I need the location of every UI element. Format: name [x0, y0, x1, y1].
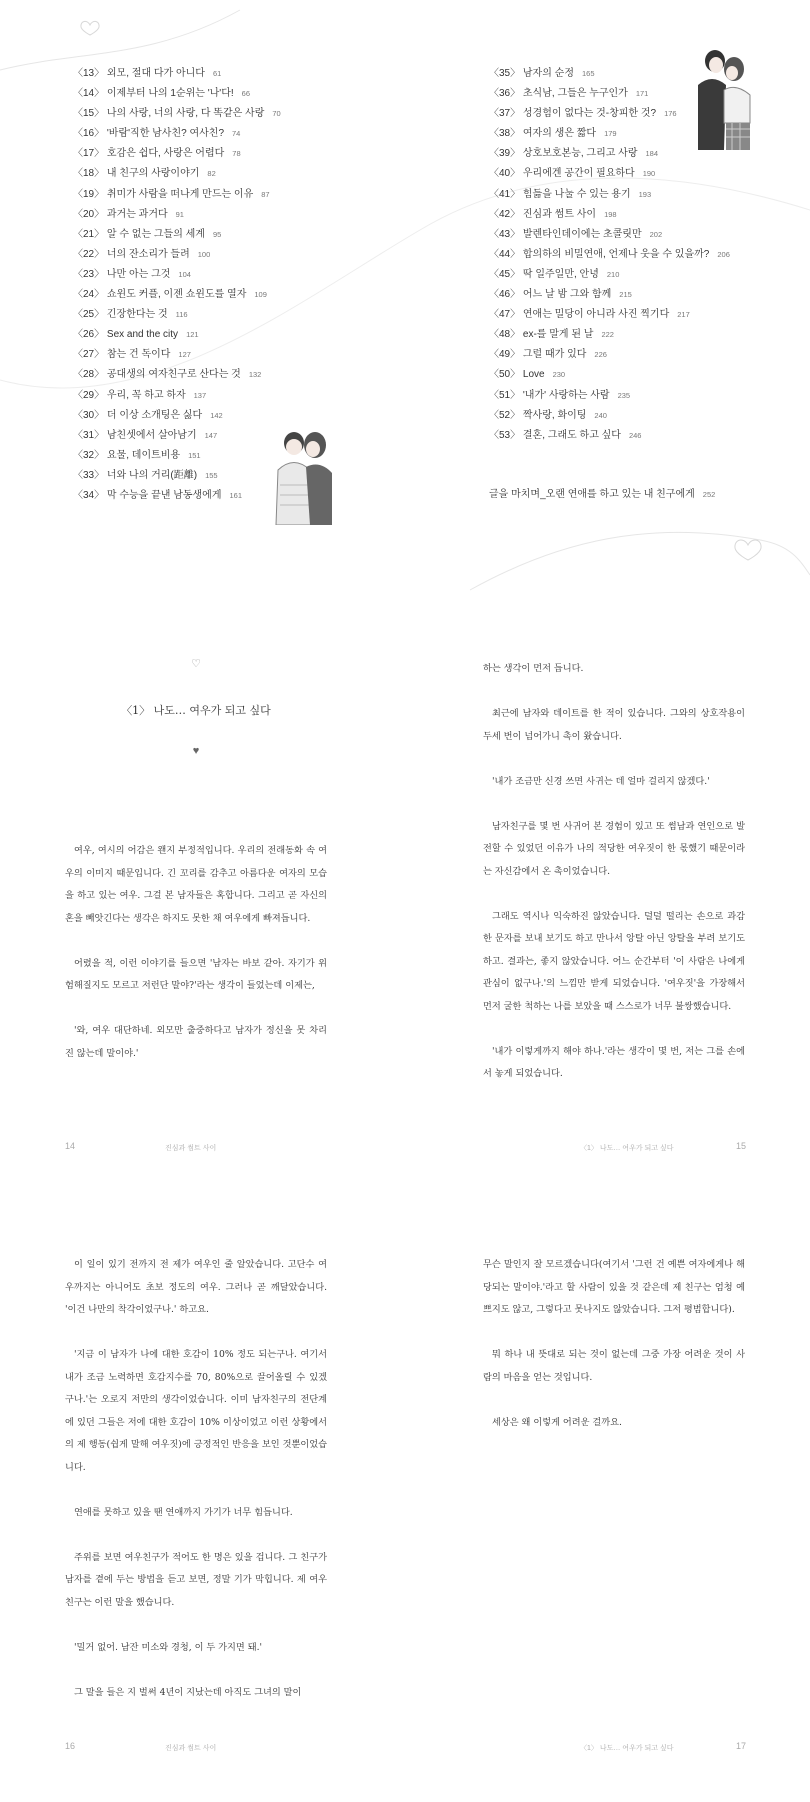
- page-15-body: [483, 658, 745, 1108]
- toc-entry-title: 〈22〉 너의 잔소리가 들려: [73, 248, 190, 260]
- toc-entry-page: 184: [645, 149, 659, 159]
- paragraph: '내가 조금만 신경 쓰면 사귀는 데 얼마 걸리지 않겠다.': [492, 775, 710, 787]
- toc-entry-page: 206: [717, 249, 730, 259]
- toc-entry-title: 〈21〉 알 수 없는 그들의 세계: [73, 228, 205, 240]
- toc-closing-entry[interactable]: [489, 485, 715, 500]
- toc-entry-page: 87: [261, 189, 270, 199]
- toc-entry-page: 61: [212, 69, 222, 78]
- toc-entry[interactable]: [489, 185, 730, 205]
- toc-entry-title: 〈44〉 합의하의 비밀연애, 언제나 웃을 수 있을까?: [489, 248, 710, 260]
- toc-entry-title: 〈14〉 이제부터 나의 1순위는 '나'다!: [73, 88, 234, 100]
- toc-entry-page: 190: [642, 169, 656, 179]
- toc-entry-title: 〈40〉 우리에겐 공간이 필요하다: [489, 168, 635, 180]
- page-14-body: [65, 840, 327, 1088]
- toc-entry-title: 〈35〉 남자의 순정: [489, 68, 574, 79]
- toc-entry-title: 〈43〉 발렌타인데이에는 초콜릿만: [489, 228, 642, 240]
- toc-entry-page: 230: [552, 370, 566, 380]
- running-header-right: 〈1〉 나도… 여우가 되고 싶다: [580, 1745, 674, 1752]
- paragraph: '와, 여우 대단하네. 외모만 출중하다고 남자가 정신을 못 차리진 않는데 말이야.': [65, 1025, 327, 1059]
- toc-entry-page: 246: [628, 430, 642, 440]
- toc-entry-page: 217: [677, 310, 690, 320]
- toc-entry-page: 82: [207, 169, 216, 179]
- toc-entry-page: 226: [594, 350, 607, 360]
- toc-entry-page: 222: [601, 330, 614, 340]
- toc-entry-page: 132: [248, 370, 262, 380]
- toc-entry-page: 66: [241, 89, 250, 99]
- toc-entry[interactable]: [73, 185, 281, 205]
- toc-entry[interactable]: [489, 64, 730, 84]
- paragraph: 그래도 역시나 익숙하진 않았습니다. 덜덜 떨리는 손으로 과감한 문자를 보내 보기도 하고 만나서 앙탈 아닌 앙탈을 부려 보기도 하고. 결과는, 좋지 않았습니다. 어느 순간부터 '이 사람은 나에게 관심이 없구나.'의 느낌만 받게 되었습니다. '여우짓'을 가장해서 먼저 굴한 척하는 나를 보았을 때 스스로가 너무 불쌍했습니다.: [483, 910, 745, 1012]
- toc-closing-page: 252: [702, 490, 716, 499]
- toc-entry-title: 〈38〉 여자의 생은 짧다: [489, 128, 597, 140]
- toc-entry-title: 〈41〉 힘듦을 나눌 수 있는 용기: [489, 188, 631, 200]
- toc-entry-page: 147: [204, 430, 218, 440]
- paragraph: 하는 생각이 먼저 듭니다.: [483, 663, 584, 674]
- toc-entry-page: 240: [594, 410, 607, 420]
- toc-entry[interactable]: [489, 325, 730, 345]
- toc-entry[interactable]: [489, 285, 730, 305]
- toc-entry[interactable]: [73, 205, 281, 225]
- toc-entry-page: 161: [229, 490, 243, 500]
- paragraph: 연애를 못하고 있을 땐 연애까지 가기가 너무 힘듭니다.: [74, 1506, 293, 1518]
- toc-entry[interactable]: [73, 386, 281, 406]
- toc-entry[interactable]: [489, 305, 730, 325]
- toc-entry-title: 〈47〉 연애는 밀당이 아니라 사진 찍기다: [489, 309, 670, 321]
- toc-entry-page: 235: [617, 390, 631, 400]
- toc-entry-title: 〈33〉 너와 나의 거리(距離): [73, 469, 198, 481]
- toc-entry-title: 〈51〉 '내가' 사랑하는 사람: [489, 389, 610, 401]
- toc-entry[interactable]: [73, 64, 281, 84]
- toc-entry[interactable]: [489, 225, 730, 245]
- running-header-left: 진심과 썸트 사이: [165, 1145, 217, 1152]
- paragraph: 무슨 말인지 잘 모르겠습니다(여기서 '그런 건 예쁜 여자에게나 해당되는 말이야.'라고 할 사람이 있을 것 같은데 제 친구는 엄청 예쁘지도 않고, 그렇다고 못나지도 않았습니다. 그저 평범합니다).: [483, 1259, 745, 1315]
- toc-entry[interactable]: [73, 84, 281, 104]
- toc-entry-page: 109: [254, 290, 267, 300]
- paragraph: 주위를 보면 여우친구가 적어도 한 명은 있을 겁니다. 그 친구가 남자를 곁에 두는 방법을 듣고 보면, 정말 기가 막힙니다. 제 여우친구는 이런 말을 했습니다.: [65, 1551, 327, 1608]
- toc-entry-page: 142: [210, 410, 223, 420]
- toc-entry[interactable]: [489, 124, 730, 144]
- toc-entry-title: 〈13〉 외모, 절대 다가 아니다: [73, 68, 205, 79]
- toc-entry[interactable]: [73, 345, 281, 365]
- toc-entry-title: 〈50〉 Love: [489, 369, 545, 381]
- toc-entry[interactable]: [73, 325, 281, 345]
- toc-entry[interactable]: [73, 285, 281, 305]
- page-16-body: [65, 1254, 327, 1727]
- toc-entry[interactable]: [489, 265, 730, 285]
- toc-entry[interactable]: [489, 345, 730, 365]
- toc-entry-page: 127: [178, 350, 191, 360]
- toc-entry-title: 〈31〉 남친셋에서 살아남기: [73, 429, 197, 441]
- toc-entry-page: 95: [212, 229, 222, 239]
- toc-entry-title: 〈34〉 막 수능을 끝낸 남동생에게: [73, 489, 222, 501]
- heart-outline-icon: [735, 540, 761, 560]
- toc-entry[interactable]: [73, 466, 281, 486]
- toc-entry-page: 91: [175, 209, 184, 219]
- toc-entry-title: 〈39〉 상호보호본능, 그리고 사랑: [489, 148, 638, 160]
- toc-entry-title: 〈24〉 쇼윈도 커플, 이젠 쇼윈도를 열자: [73, 289, 247, 301]
- toc-list-left: [73, 64, 281, 506]
- toc-entry[interactable]: [489, 406, 730, 426]
- toc-entry-title: 〈49〉 그럴 때가 있다: [489, 349, 587, 361]
- toc-entry-title: 〈23〉 나만 아는 그것: [73, 268, 171, 280]
- toc-entry[interactable]: [489, 84, 730, 104]
- toc-entry[interactable]: [489, 386, 730, 406]
- paragraph: 최근에 남자와 데이트를 한 적이 있습니다. 그와의 상호작용이 두세 번이 넘어가니 촉이 왔습니다.: [483, 708, 745, 742]
- page-number-16: 16: [65, 1741, 76, 1751]
- toc-closing-title: 글을 마치며_오랜 연애를 하고 있는 내 친구에게: [489, 489, 695, 500]
- toc-entry-title: 〈45〉 딱 일주일만, 안녕: [489, 268, 599, 280]
- paragraph: 여우, 여시의 어감은 왠지 부정적입니다. 우리의 전래동화 속 여우의 이미지 때문입니다. 긴 꼬리를 감추고 아름다운 여자의 모습을 하고 있는 여우. 그걸 본 남자들은 혹합니다. 그리고 곧 자신의 혼을 빼앗긴다는 생각은 하지도 못한 채 여우에게 빠져듭니다.: [65, 845, 327, 924]
- toc-entry[interactable]: [73, 406, 281, 426]
- toc-entry[interactable]: [73, 144, 281, 164]
- toc-entry-page: 137: [193, 390, 207, 400]
- page-number-15: 15: [736, 1141, 747, 1151]
- toc-entry-title: 〈29〉 우리, 꼭 하고 하자: [73, 389, 186, 401]
- toc-entry-title: 〈32〉 요물, 데이트비용: [73, 449, 181, 461]
- toc-entry[interactable]: [489, 205, 730, 225]
- paragraph: 뭐 하나 내 뜻대로 되는 것이 없는데 그중 가장 어려운 것이 사람의 마음을 얻는 것입니다.: [483, 1349, 745, 1383]
- toc-entry[interactable]: [73, 446, 281, 466]
- toc-entry-title: 〈19〉 취미가 사람을 떠나게 만드는 이유: [73, 188, 254, 200]
- toc-entry[interactable]: [489, 426, 730, 446]
- heart-filled-icon: ♥: [192, 745, 200, 757]
- toc-entry-title: 〈53〉 결혼, 그래도 하고 싶다: [489, 429, 621, 441]
- toc-entry[interactable]: [73, 124, 281, 144]
- toc-entry-page: 155: [205, 470, 218, 480]
- toc-list-right: [489, 64, 730, 446]
- toc-entry-page: 104: [178, 269, 191, 279]
- page-number-17: 17: [736, 1741, 747, 1751]
- toc-entry-title: 〈26〉 Sex and the city: [73, 329, 179, 341]
- toc-entry-page: 78: [232, 149, 241, 159]
- toc-entry-title: 〈37〉 성경험이 없다는 것-창피한 것?: [489, 108, 657, 120]
- toc-entry[interactable]: [73, 265, 281, 285]
- toc-entry-page: 198: [604, 209, 617, 219]
- toc-entry-title: 〈17〉 호감은 쉽다, 사랑은 어렵다: [73, 148, 225, 160]
- page-number-14: 14: [65, 1141, 76, 1151]
- toc-entry[interactable]: [73, 305, 281, 325]
- toc-entry-title: 〈48〉 ex-를 말게 된 날: [489, 329, 594, 341]
- paragraph: '내가 이렇게까지 해야 하나.'라는 생각이 몇 번, 저는 그를 손에서 놓게 되었습니다.: [483, 1045, 745, 1079]
- toc-entry-title: 〈42〉 진심과 썸트 사이: [489, 208, 597, 220]
- paragraph: 세상은 왜 이렇게 어려운 걸까요.: [492, 1416, 622, 1428]
- toc-entry-page: 151: [188, 450, 201, 460]
- page-17-body: [483, 1254, 745, 1457]
- toc-entry[interactable]: [73, 486, 281, 506]
- toc-entry-page: 176: [664, 109, 677, 119]
- paragraph: '지금 이 남자가 나에 대한 호감이 10% 정도 되는구나. 여기서 내가 조금 노력하면 호감지수를 70, 80%으로 끌어올릴 수 있겠구나.'는 오로지 저만의 생각이었습니다. 이미 남자친구의 전단계에 있던 그들은 저에 대한 호감이 10% 이상이었고 이런 상황에서의 제 행동(쉽게 말해 여우짓)에 긍정적인 반응을 보인 것뿐이었습니다.: [65, 1349, 327, 1473]
- toc-entry-page: 193: [638, 189, 652, 199]
- toc-entry-title: 〈20〉 과거는 과거다: [73, 208, 168, 220]
- toc-entry-title: 〈46〉 어느 날 밤 그와 함께: [489, 289, 612, 301]
- toc-entry-page: 116: [175, 310, 188, 320]
- paragraph: 어렸을 적, 이런 이야기를 들으면 '남자는 바보 같아. 자기가 위험해질지도 모르고 저런단 말야?'라는 생각이 들었는데 이제는,: [65, 957, 327, 991]
- paragraph: '밀거 없어. 남잔 미소와 경청, 이 두 가지면 돼.': [74, 1641, 263, 1653]
- toc-entry[interactable]: [489, 144, 730, 164]
- toc-entry-page: 165: [581, 69, 595, 78]
- toc-entry[interactable]: [73, 245, 281, 265]
- toc-entry[interactable]: [73, 365, 281, 385]
- toc-entry-page: 74: [232, 129, 241, 139]
- paragraph: 그 말을 들은 지 벌써 4년이 지났는데 아직도 그녀의 말이: [74, 1686, 302, 1698]
- toc-entry-title: 〈15〉 나의 사랑, 너의 사랑, 다 똑같은 사랑: [73, 108, 265, 120]
- heart-outline-icon: ♡: [191, 658, 201, 670]
- running-header-left: 진심과 썸트 사이: [165, 1745, 217, 1752]
- toc-entry-title: 〈27〉 참는 건 독이다: [73, 349, 171, 361]
- toc-entry-title: 〈18〉 내 친구의 사랑이야기: [73, 168, 200, 180]
- toc-entry[interactable]: [489, 164, 730, 184]
- paragraph: 이 일이 있기 전까지 전 제가 여우인 줄 알았습니다. 고단수 여우까지는 아니어도 초보 정도의 여우. 그러나 곧 깨달았습니다. '이건 나만의 착각이었구나.' 하고요.: [65, 1259, 327, 1315]
- heart-outline-icon: [81, 21, 99, 35]
- toc-entry-page: 215: [619, 290, 632, 300]
- toc-entry[interactable]: [489, 365, 730, 385]
- toc-entry[interactable]: [73, 164, 281, 184]
- toc-entry-title: 〈16〉 '바람'직한 남사친? 여사친?: [73, 128, 224, 140]
- toc-entry[interactable]: [489, 104, 730, 124]
- toc-entry-title: 〈30〉 더 이상 소개팅은 싫다: [73, 409, 203, 421]
- toc-entry-page: 179: [604, 129, 617, 139]
- toc-entry[interactable]: [73, 104, 281, 124]
- running-header-right: 〈1〉 나도… 여우가 되고 싶다: [580, 1145, 674, 1152]
- toc-entry-page: 202: [649, 229, 663, 239]
- paragraph: 남자친구를 몇 번 사귀어 본 경험이 있고 또 썸남과 연인으로 발전할 수 있었던 이유가 나의 적당한 여우짓이 한 몫했기 때문이라는 자신감에서 온 촉이었습니다.: [483, 820, 745, 877]
- toc-entry-title: 〈36〉 초식남, 그들은 누구인가: [489, 88, 628, 100]
- toc-entry-title: 〈25〉 긴장한다는 것: [73, 309, 168, 321]
- toc-entry[interactable]: [73, 225, 281, 245]
- chapter-title: 〈1〉 나도… 여우가 되고 싶다: [121, 704, 271, 717]
- toc-entry[interactable]: [489, 245, 730, 265]
- toc-entry-page: 210: [606, 269, 620, 279]
- toc-entry-page: 70: [272, 109, 281, 119]
- toc-entry[interactable]: [73, 426, 281, 446]
- toc-entry-title: 〈52〉 짝사랑, 화이팅: [489, 409, 587, 421]
- toc-entry-page: 121: [186, 330, 199, 340]
- toc-entry-title: 〈28〉 공대생의 여자친구로 산다는 것: [73, 369, 241, 381]
- toc-entry-page: 171: [635, 89, 649, 99]
- toc-entry-page: 100: [197, 249, 211, 259]
